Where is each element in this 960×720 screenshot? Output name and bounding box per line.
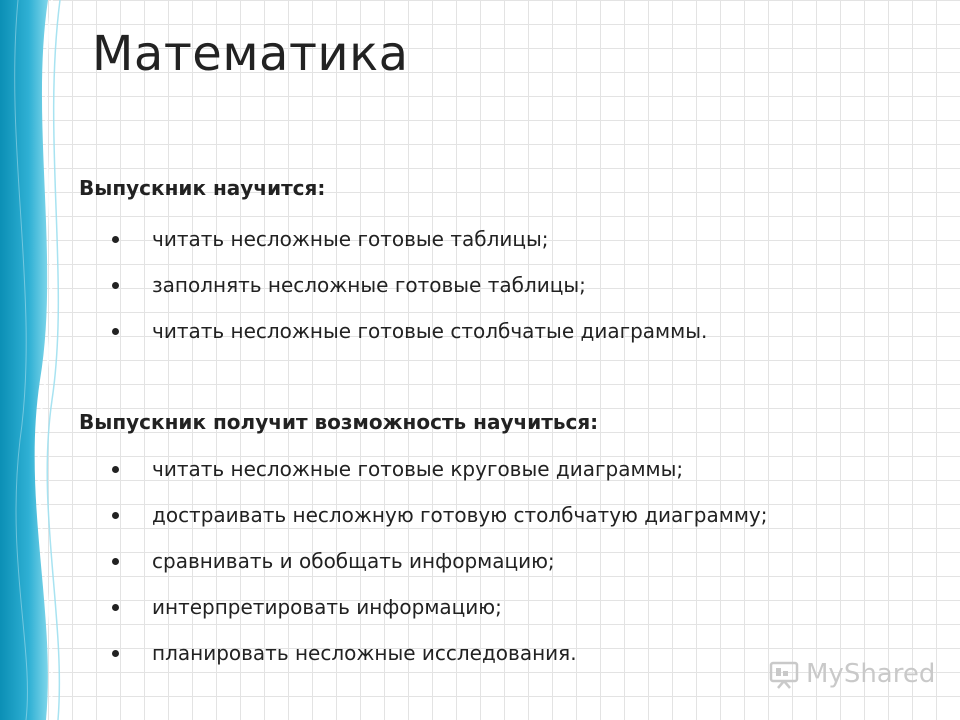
bullet-icon	[112, 650, 119, 657]
bullet-icon	[112, 466, 119, 473]
watermark-text: MyShared	[806, 659, 936, 689]
bullet-icon	[112, 512, 119, 519]
watermark-logo	[768, 654, 935, 694]
bullet-icon	[112, 604, 119, 611]
section-heading-may-learn: Выпускник получит возможность научиться:	[79, 410, 599, 434]
bullet-icon	[112, 328, 119, 335]
slide-title: Математика	[92, 26, 409, 82]
section-heading-will-learn: Выпускник научится:	[79, 176, 326, 200]
bullet-icon	[112, 282, 119, 289]
bullet-icon	[112, 558, 119, 565]
decorative-wave-graphic	[0, 0, 70, 720]
presentation-board-icon	[768, 658, 800, 690]
decorative-left-band	[0, 0, 70, 720]
bullet-icon	[112, 236, 119, 243]
